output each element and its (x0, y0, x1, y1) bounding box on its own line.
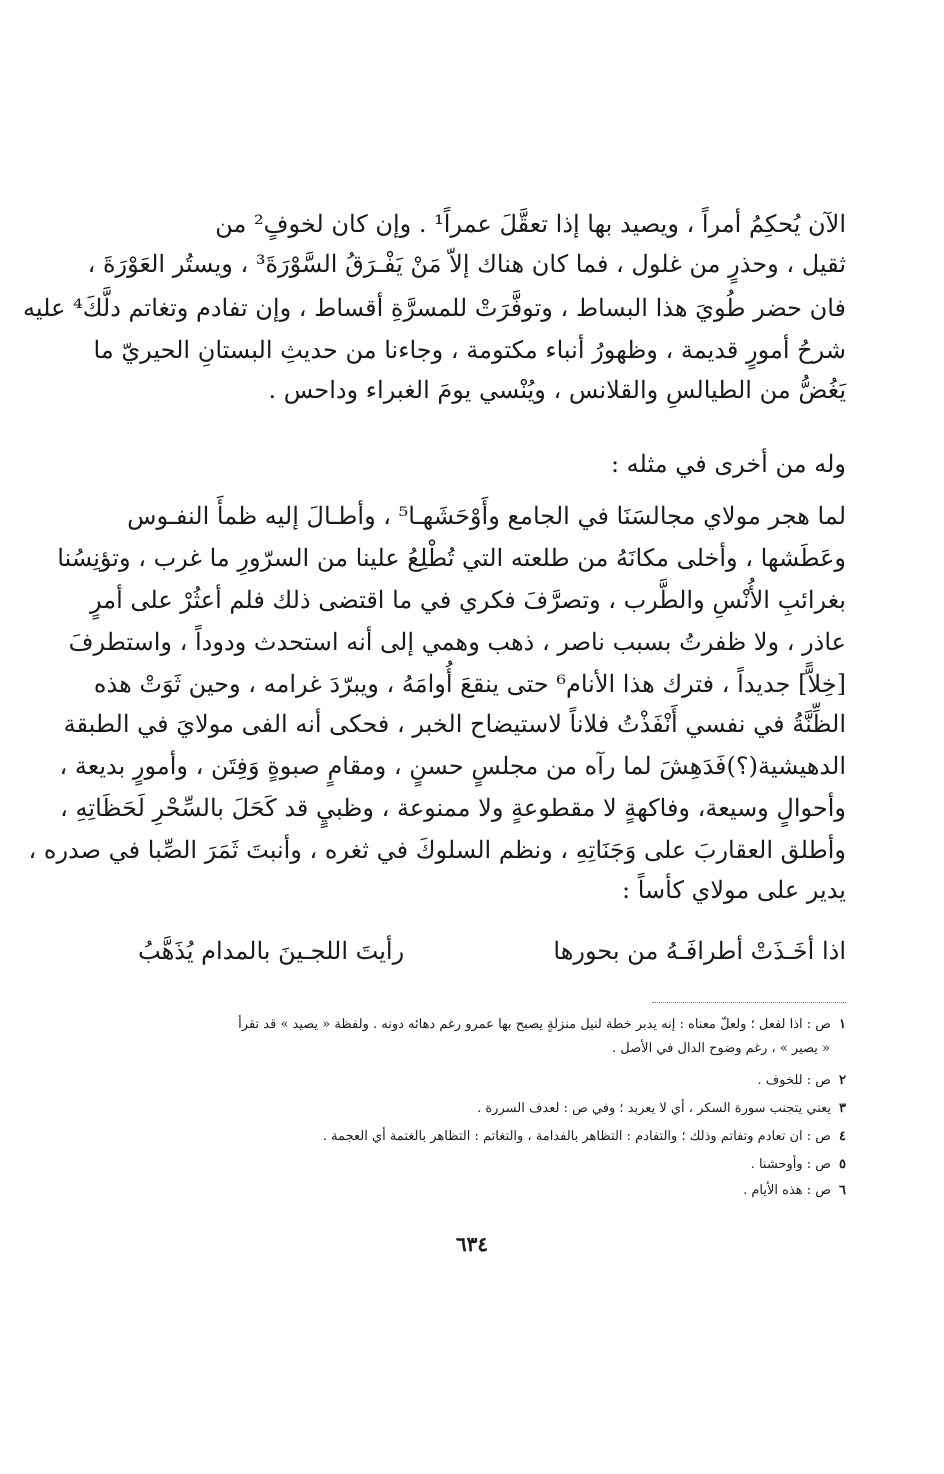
footnote-number: ٣ (839, 1101, 846, 1116)
text-line-4: شرحُ أمورٍ قديمة ، وظهورُ أنباء مكتومة ، وجاءنا من حديثِ البستانِ الحيريّ ما (93, 336, 846, 364)
footnote-text: ص : ان تعادم وتفاتم وذلك ؛ والتفادم : التظاهر بالفدامة ، والتغاتم : التظاهر بالغتمة أي العجمة . (322, 1129, 832, 1144)
section-heading: وله من أخرى في مثله : (610, 450, 846, 478)
footnote-text: « يصير » ، رغم وضوح الدال في الأصل . (612, 1041, 830, 1056)
footnote-1-continuation (612, 1036, 830, 1062)
text-line-10: عاذر ، ولا ظفرتُ بسبب ناصر ، ذهب وهمي إلى أنه استحدث ودوداً ، واستطرفَ (68, 628, 846, 656)
footnote-5 (751, 1152, 846, 1178)
text-line-5: يَغُضُّ من الطيالسِ والقلانس ، ويُنْسي يومَ الغبراء وداحس . (268, 376, 846, 404)
footnote-3 (477, 1096, 846, 1122)
footnote-number: ٥ (839, 1157, 846, 1172)
text-line-11: [خِلاًّ] جديداً ، فترك هذا الأنام⁶ حتى ينقعَ أُوامَهُ ، ويبرّدَ غرامه ، وحين ثَوَتْ هذه (93, 670, 846, 698)
footnote-text: ص : اذا لفعل ؛ ولعلّ معناه : إنه يدبر خطة لنيل منزلةٍ يصبح بها عمرو رغم دهائه دونه . ولفظة « يصيد » قد تقرأ (238, 1017, 832, 1032)
footnote-2 (758, 1068, 846, 1094)
footnote-text: ص : للخوف . (757, 1073, 832, 1088)
footnote-number: ٢ (839, 1073, 846, 1088)
text-line-16: يدير على مولاي كأساً : (622, 876, 846, 904)
main-text (23, 204, 846, 914)
footnote-1 (238, 1012, 846, 1038)
footnote-text: يعني يتجنب سورة السكر ، أي لا يعربد ؛ وفي ص : لعدف السررة . (477, 1101, 832, 1116)
verse-second-hemistich: رأيتَ اللجـينَ بالمدام يُذَهَّبُ (138, 937, 405, 965)
text-line-2: ثقيل ، وحذرٍ من غلول ، فما كان هناك إلاّ مَنْ يَفْـرَقُ السَّوْرَةَ³ ، ويستُر العَوْرَةَ ، (87, 250, 846, 278)
footnote-text: ص : وأوحشنا . (750, 1157, 832, 1172)
footnote-6 (743, 1178, 846, 1204)
verse-first-hemistich: اذا أخَـذَتْ أطرافَـهُ من بحورها (553, 937, 846, 965)
text-line-14: وأحوالٍ وسيعة، وفاكهةٍ لا مقطوعةٍ ولا ممنوعة ، وظبيٍ قد كَحَلَ بالسِّحْرِ لَحَظَاتِهِ ، (60, 794, 846, 822)
footnote-number: ١ (839, 1017, 846, 1032)
footnote-separator (652, 1002, 846, 1003)
text-line-8: وعَطَشها ، وأخلى مكانَهُ من طلعته التي تُطْلِعُ علينا من السرّورِ ما غرب ، وتؤنِسُنا (57, 544, 846, 572)
footnote-text: ص : هذه الأيام . (743, 1183, 832, 1198)
page-number: ٦٣٤ (455, 1232, 489, 1256)
text-line-15: وأطلق العقاربَ على وَجَنَاتِهِ ، ونظم السلوكَ في ثغره ، وأنبتَ ثَمَرَ الصِّبا في صدره ، (28, 836, 846, 864)
footnote-number: ٤ (839, 1129, 846, 1144)
text-line-12: الظِّنَّةُ في نفسي أَنْفَذْتُ فلاناً لاستيضاح الخبر ، فحكى أنه الفى مولايَ في الطبقة (63, 710, 846, 738)
text-line-9: بغرائبِ الأُنْسِ والطَّرب ، وتصرَّفَ فكري في ما اقتضى ذلك فلم أعثُرْ على أمرٍ (90, 586, 846, 614)
footnote-4 (323, 1124, 846, 1150)
text-line-13: الدهيشية(؟)فَدَهِشَ لما رآه من مجلسٍ حسنٍ ، ومقامٍ صبوةٍ وَفِتَن ، وأمورٍ بديعة ، (59, 752, 846, 780)
text-line-7: لما هجر مولاي مجالسَنَا في الجامع وأَوْحَشَهـا⁵ ، وأطـالَ إليه ظمأَ النفـوس (127, 502, 846, 530)
footnote-number: ٦ (839, 1183, 846, 1198)
poem-verse (138, 930, 846, 972)
text-line-3: فان حضر طُويَ هذا البساط ، وتوفَّرَتْ للمسرَّةِ أقساط ، وإن تفادم وتغاتم دلَّكَ⁴ عليه (23, 294, 846, 322)
text-line-1: الآن يُحكِمُ أمراً ، ويصيد بها إذا تعقَّلَ عمراً¹ . وإن كان لخوفٍ² من (215, 210, 846, 238)
